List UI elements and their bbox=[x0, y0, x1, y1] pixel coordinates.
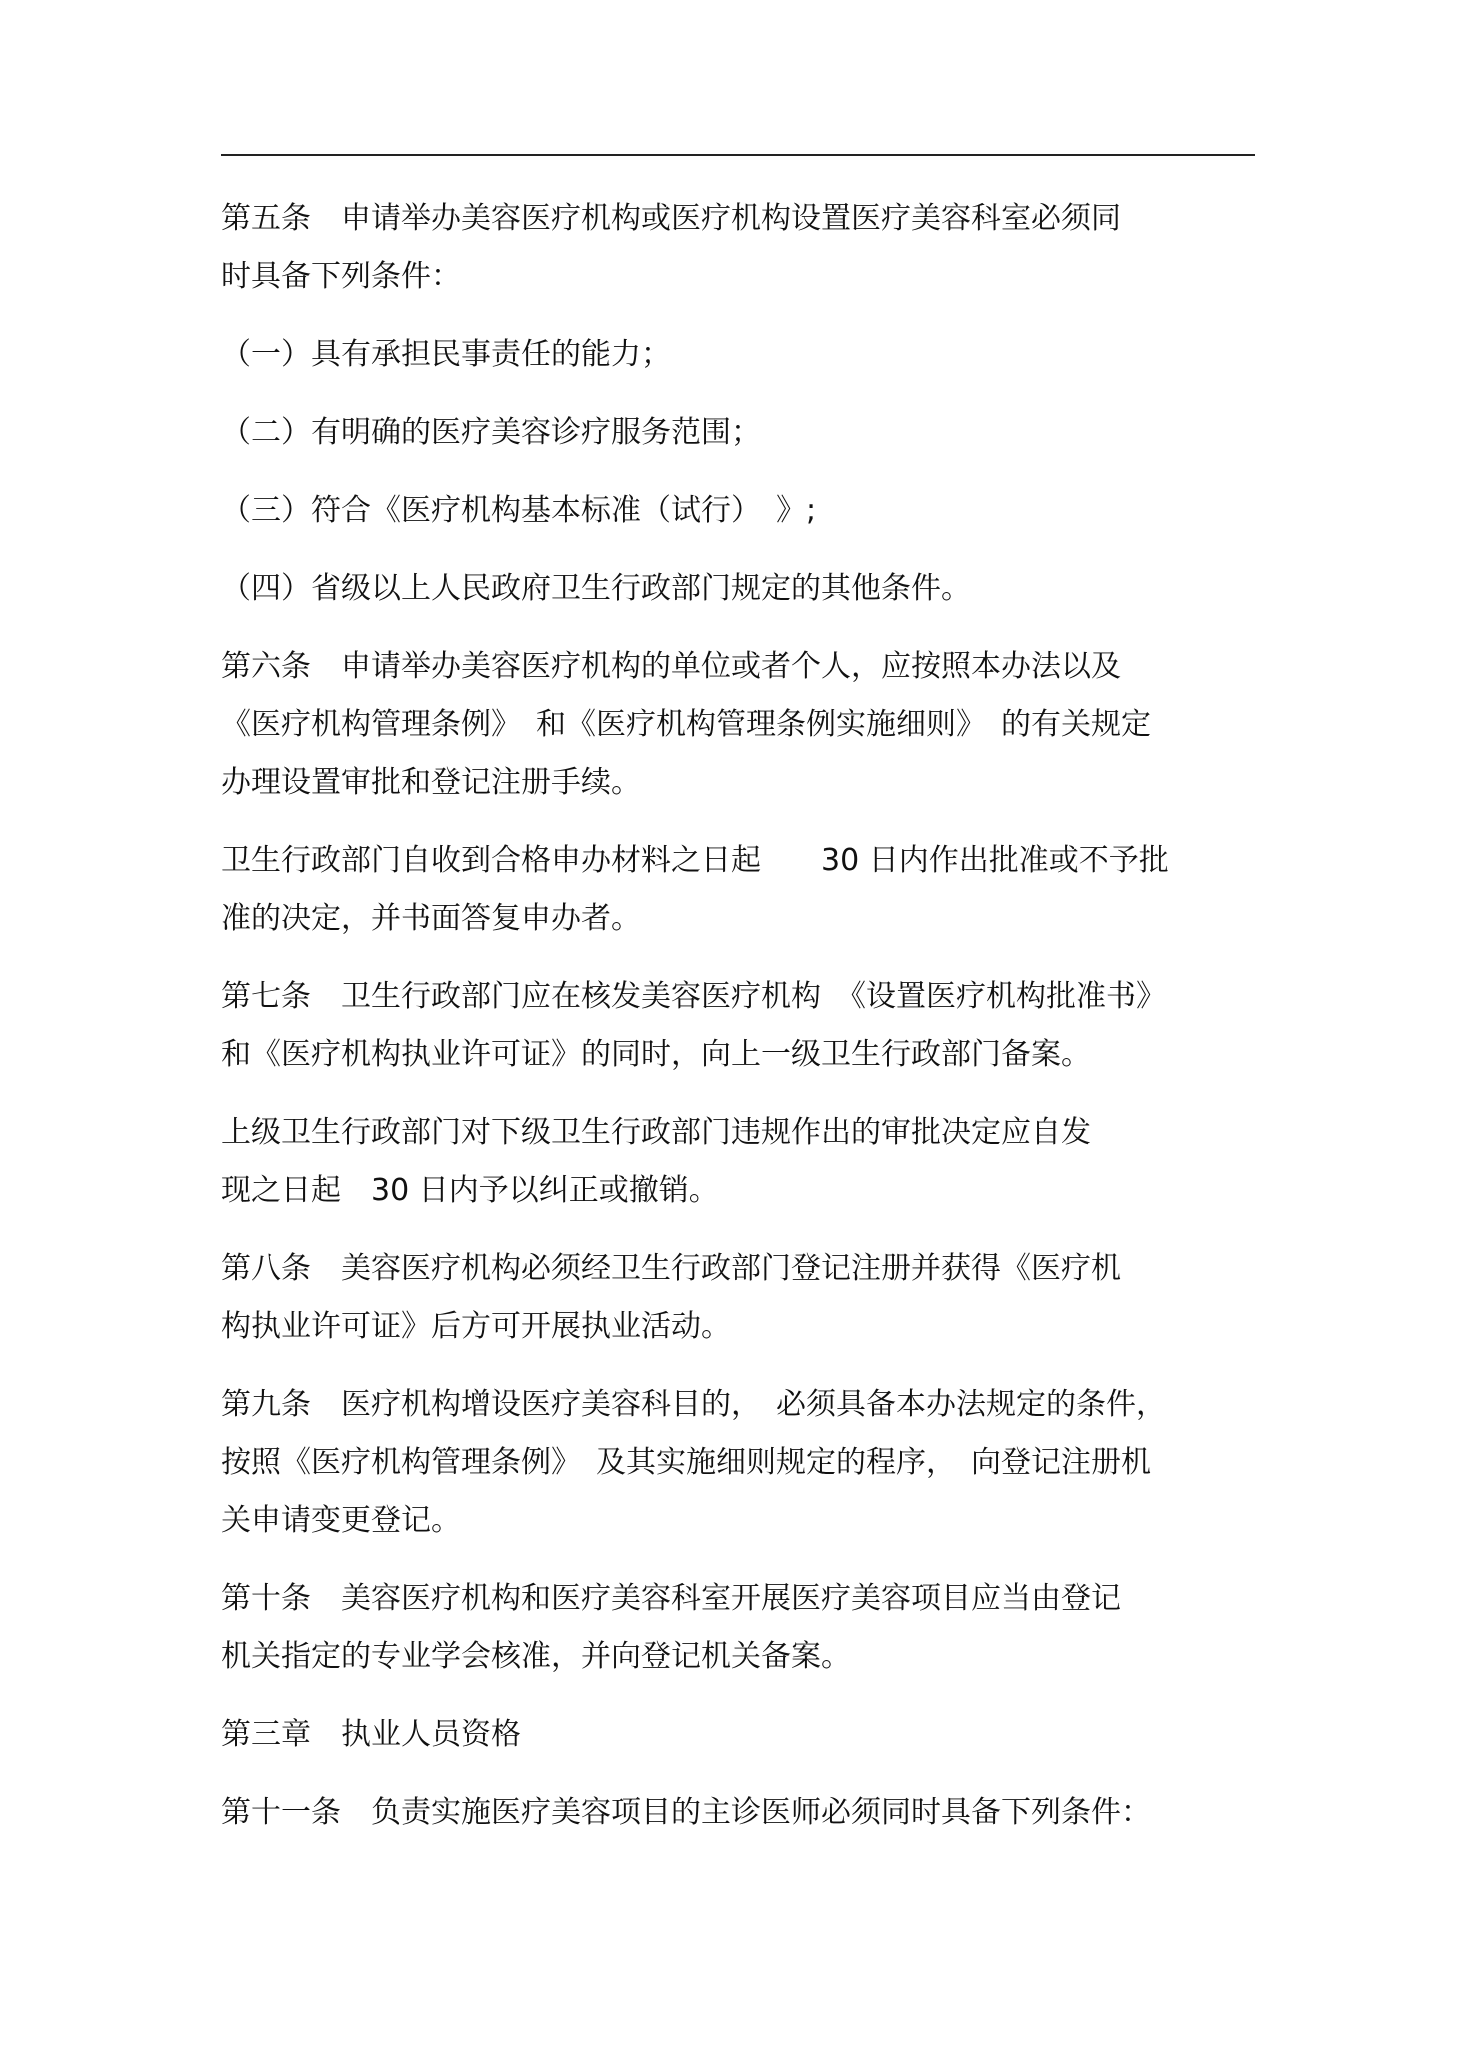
text-line: 第六条 申请举办美容医疗机构的单位或者个人，应按照本办法以及 bbox=[221, 649, 1121, 684]
article-7 bbox=[221, 968, 1261, 1084]
text-line: （二）有明确的医疗美容诊疗服务范围； bbox=[221, 415, 761, 450]
text-line: 第九条 医疗机构增设医疗美容科目的， 必须具备本办法规定的条件， bbox=[221, 1387, 1166, 1422]
article-5-item-3 bbox=[221, 482, 1261, 540]
article-6-clause-2 bbox=[221, 832, 1261, 948]
text-line: 卫生行政部门自收到合格申办材料之日起 30 日内作出批准或不予批 bbox=[221, 843, 1169, 878]
article-6 bbox=[221, 638, 1261, 812]
text-line: 按照《医疗机构管理条例》 及其实施细则规定的程序， 向登记注册机 bbox=[221, 1445, 1151, 1480]
text-line: 第七条 卫生行政部门应在核发美容医疗机构 《设置医疗机构批准书》 bbox=[221, 979, 1166, 1014]
article-5-item-4 bbox=[221, 560, 1261, 618]
article-5-item-1 bbox=[221, 326, 1261, 384]
text-line: （四）省级以上人民政府卫生行政部门规定的其他条件。 bbox=[221, 571, 971, 606]
text-line: 构执业许可证》后方可开展执业活动。 bbox=[221, 1309, 731, 1344]
text-line: 现之日起 30 日内予以纠正或撤销。 bbox=[221, 1173, 719, 1208]
text-line: （一）具有承担民事责任的能力； bbox=[221, 337, 671, 372]
article-9 bbox=[221, 1376, 1261, 1550]
text-line: 准的决定，并书面答复申办者。 bbox=[221, 901, 641, 936]
text-line: 第五条 申请举办美容医疗机构或医疗机构设置医疗美容科室必须同 bbox=[221, 201, 1121, 236]
text-line: 办理设置审批和登记注册手续。 bbox=[221, 765, 641, 800]
text-line: 机关指定的专业学会核准，并向登记机关备案。 bbox=[221, 1639, 851, 1674]
text-line: 上级卫生行政部门对下级卫生行政部门违规作出的审批决定应自发 bbox=[221, 1115, 1091, 1150]
text-line: 时具备下列条件： bbox=[221, 259, 461, 294]
text-line: 关申请变更登记。 bbox=[221, 1503, 461, 1538]
document-body bbox=[221, 190, 1261, 1862]
article-8 bbox=[221, 1240, 1261, 1356]
text-line: （三）符合《医疗机构基本标准（试行） 》; bbox=[221, 493, 817, 528]
article-7-clause-2 bbox=[221, 1104, 1261, 1220]
article-5 bbox=[221, 190, 1261, 306]
article-5-item-2 bbox=[221, 404, 1261, 462]
text-line: 第八条 美容医疗机构必须经卫生行政部门登记注册并获得《医疗机 bbox=[221, 1251, 1121, 1286]
text-line: 第三章 执业人员资格 bbox=[221, 1717, 521, 1752]
article-11 bbox=[221, 1784, 1261, 1842]
article-10 bbox=[221, 1570, 1261, 1686]
text-line: 和《医疗机构执业许可证》的同时，向上一级卫生行政部门备案。 bbox=[221, 1037, 1091, 1072]
text-line: 第十一条 负责实施医疗美容项目的主诊医师必须同时具备下列条件： bbox=[221, 1795, 1151, 1830]
text-line: 《医疗机构管理条例》 和《医疗机构管理条例实施细则》 的有关规定 bbox=[221, 707, 1151, 742]
header-rule bbox=[221, 154, 1255, 156]
text-line: 第十条 美容医疗机构和医疗美容科室开展医疗美容项目应当由登记 bbox=[221, 1581, 1121, 1616]
chapter-3-heading bbox=[221, 1706, 1261, 1764]
